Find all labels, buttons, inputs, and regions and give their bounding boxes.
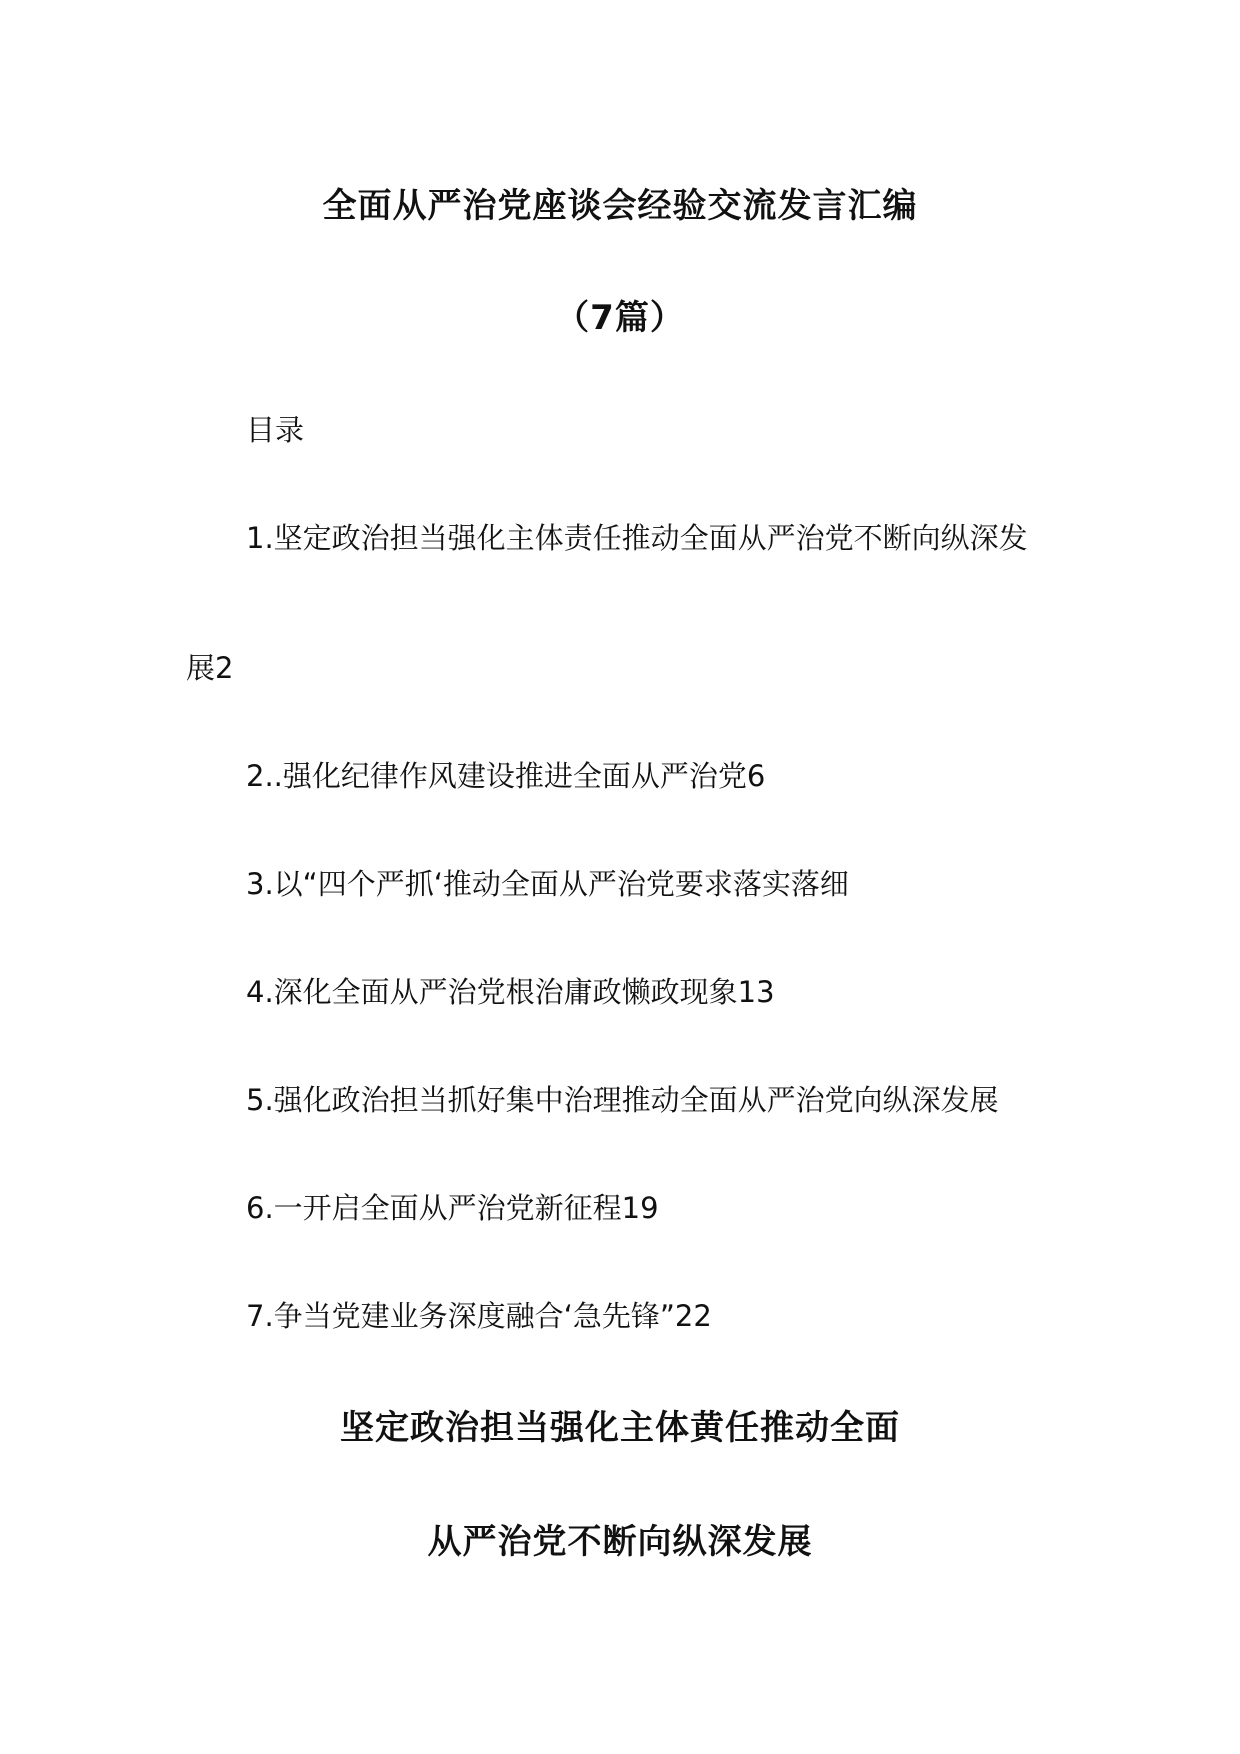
toc-entry: 7.争当党建业务深度融合‘急先锋”22 <box>246 1299 712 1333</box>
toc-entry: 2..强化纪律作风建设推进全面从严治党6 <box>246 759 766 793</box>
toc-entry: 4.深化全面从严治党根治庸政懒政现象13 <box>246 975 775 1009</box>
document-title: 全面从严治党座谈会经验交流发言汇编 <box>322 186 918 226</box>
toc-heading: 目录 <box>246 413 305 447</box>
toc-entry: 3.以“四个严抓‘推动全面从严治党要求落实落细 <box>246 867 849 901</box>
article-title-line-2: 从严治党不断向纵深发展 <box>427 1522 813 1562</box>
toc-entry: 1.坚定政治担当强化主体责任推动全面从严治党不断向纵深发 <box>246 521 1028 555</box>
toc-entry: 5.强化政治担当抓好集中治理推动全面从严治党向纵深发展 <box>246 1083 999 1117</box>
toc-entry: 6.一开启全面从严治党新征程19 <box>246 1191 659 1225</box>
article-title-line-1: 坚定政治担当强化主体黄任推动全面 <box>340 1408 900 1448</box>
document-subtitle: （7篇） <box>555 298 685 338</box>
toc-entry-continuation: 展2 <box>186 651 234 685</box>
